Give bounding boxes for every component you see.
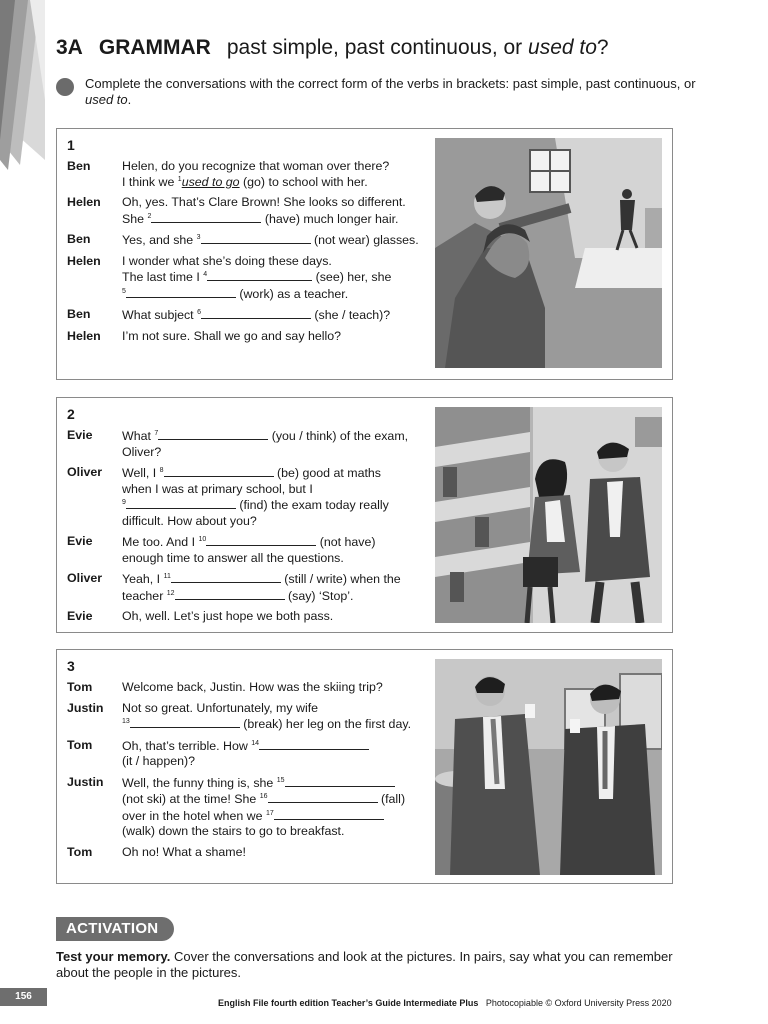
speaker: Ben: [67, 307, 91, 321]
instructions-end: .: [127, 92, 132, 107]
gap-number: 10: [198, 536, 207, 543]
speaker: Evie: [67, 609, 93, 623]
speaker: Evie: [67, 428, 93, 442]
gap-number: 9: [122, 499, 126, 506]
line-text: (see) her, she: [312, 270, 392, 284]
dialogue-line: [67, 159, 427, 190]
speaker: Justin: [67, 774, 104, 789]
line-text: (be) good at maths: [273, 466, 381, 480]
line-text: Welcome back, Justin. How was the skiing trip?: [122, 680, 383, 694]
exercise-number: 2: [67, 406, 75, 422]
page-title: [56, 36, 609, 60]
line-text: (still / write) when the: [280, 572, 401, 586]
gap-number: 8: [159, 467, 164, 474]
answer-blank[interactable]: [268, 791, 378, 803]
instructions-em: used to: [85, 92, 128, 107]
illustration-evie-oliver: [435, 407, 662, 623]
speaker: Ben: [67, 159, 91, 173]
activation-label: ACTIVATION: [56, 917, 174, 941]
dialogue-line: [67, 534, 427, 566]
speaker: Ben: [67, 232, 91, 246]
answer-blank[interactable]: [207, 269, 312, 281]
gap-number: 12: [166, 589, 175, 597]
exercise-number: 3: [67, 658, 75, 674]
corner-fan-decoration: [0, 0, 60, 175]
dialogue-line: [67, 845, 427, 861]
line-text: (not have): [316, 535, 376, 549]
answer-blank[interactable]: [259, 738, 369, 750]
gap-number: 13: [122, 718, 130, 725]
speaker: Oliver: [67, 465, 103, 479]
line-text: Well, I: [122, 466, 160, 480]
answer-blank[interactable]: [164, 465, 274, 477]
exercise-number: 1: [67, 137, 75, 153]
gap-number: 11: [163, 573, 171, 580]
footer-book: English File fourth edition Teacher’s Guide Intermediate Plus: [218, 998, 479, 1008]
line-text: (walk) down the stairs to go to breakfast.: [122, 824, 345, 838]
line-text: (it / happen)?: [122, 754, 196, 768]
line-text: Oh, that’s terrible. How: [122, 738, 252, 753]
line-text: I think we: [122, 174, 178, 189]
dialogue-line: [67, 701, 427, 733]
gap-number: 7: [154, 430, 159, 437]
speaker: Tom: [67, 737, 93, 752]
topic-text: past simple, past continuous, or: [226, 36, 529, 59]
line-text: (fall): [377, 792, 406, 806]
answer-blank[interactable]: [201, 307, 311, 319]
line-text: (have) much longer hair.: [261, 211, 399, 226]
answer-blank[interactable]: [285, 775, 395, 787]
line-text: (find) the exam today really: [235, 498, 389, 512]
line-text: (she / teach)?: [310, 308, 391, 322]
line-text: Oliver?: [122, 444, 162, 459]
line-text: (break) her leg on the first day.: [239, 717, 412, 731]
gap-number: 15: [276, 776, 285, 784]
footer: [218, 998, 672, 1008]
speaker: Oliver: [67, 571, 103, 585]
example-answer: used to go: [181, 174, 240, 189]
line-text: (not wear) glasses.: [310, 233, 419, 247]
answer-blank[interactable]: [130, 716, 240, 728]
dialogue-line: [67, 571, 427, 604]
topic-end: ?: [596, 36, 609, 59]
answer-blank[interactable]: [126, 497, 236, 509]
gap-number: 4: [203, 271, 208, 278]
speaker: Evie: [67, 534, 93, 548]
instructions: [85, 76, 705, 108]
activation-text: [56, 949, 686, 981]
speaker: Tom: [67, 844, 93, 859]
gap-number: 14: [251, 739, 260, 747]
dialogue-line: [67, 775, 427, 840]
line-text: She: [122, 211, 148, 226]
section-name: GRAMMAR: [98, 36, 211, 59]
answer-blank[interactable]: [158, 428, 268, 440]
dialogue-line: [67, 329, 427, 345]
gap-number: 16: [259, 793, 268, 800]
answer-blank[interactable]: [201, 232, 311, 244]
exercise-3-box: [56, 649, 673, 884]
answer-blank[interactable]: [126, 286, 236, 298]
line-text: Well, the funny thing is, she: [122, 775, 277, 790]
exercise-2-box: [56, 397, 673, 633]
line-text: Me too. And I: [122, 535, 199, 549]
line-text: enough time to answer all the questions.: [122, 550, 344, 565]
answer-blank[interactable]: [151, 211, 261, 223]
line-text: Not so great. Unfortunately, my wife: [122, 700, 319, 715]
gap-number: 17: [265, 809, 274, 817]
dialogue-line: [67, 680, 427, 696]
gap-number: 1: [177, 175, 182, 183]
line-text: over in the hotel when we: [122, 808, 266, 823]
line-text: The last time I: [122, 270, 204, 284]
answer-blank[interactable]: [206, 534, 316, 546]
speaker: Tom: [67, 680, 93, 694]
dialogue-line: [67, 307, 427, 324]
speaker: Justin: [67, 700, 104, 715]
dialogue: [67, 159, 427, 349]
unit-code: 3A: [56, 36, 83, 59]
activation-body: Cover the conversations and look at the pictures. In pairs, say what you can remember about the people in the pictures.: [56, 949, 673, 980]
speaker: Helen: [67, 253, 101, 268]
dialogue-line: [67, 195, 427, 227]
answer-blank[interactable]: [175, 588, 285, 600]
line-text: teacher: [122, 588, 167, 603]
line-text: What: [122, 429, 155, 443]
line-text: I’m not sure. Shall we go and say hello?: [122, 328, 342, 343]
line-text: difficult. How about you?: [122, 513, 257, 528]
line-text: when I was at primary school, but I: [122, 481, 313, 496]
line-text: Helen, do you recognize that woman over there?: [122, 159, 390, 173]
line-text: (not ski) at the time! She: [122, 792, 260, 806]
instruction-bullet-icon: [56, 78, 74, 96]
gap-number: 5: [122, 287, 126, 295]
line-text: (you / think) of the exam,: [268, 429, 409, 443]
gap-number: 6: [197, 309, 201, 316]
line-text: (say) ‘Stop’.: [284, 588, 354, 603]
gap-number: 3: [196, 234, 201, 241]
dialogue-line: [67, 738, 427, 770]
line-text: (go) to school with her.: [239, 174, 368, 189]
line-text: Yeah, I: [122, 572, 164, 586]
page-number: 156: [0, 988, 47, 1006]
footer-copyright: Photocopiable © Oxford University Press 2020: [485, 998, 672, 1008]
answer-blank[interactable]: [274, 808, 384, 820]
line-text: Yes, and she: [122, 233, 197, 247]
dialogue-line: [67, 232, 427, 249]
line-text: (work) as a teacher.: [235, 286, 349, 301]
line-text: I wonder what she’s doing these days.: [122, 253, 332, 268]
dialogue-line: [67, 254, 427, 303]
dialogue: [67, 428, 427, 630]
answer-blank[interactable]: [171, 571, 281, 583]
gap-number: 2: [147, 212, 152, 220]
speaker: Helen: [67, 328, 101, 343]
illustration-ben-helen: [435, 138, 662, 368]
dialogue-line: [67, 609, 427, 625]
topic-em: used to: [528, 36, 597, 59]
activation-bold: Test your memory.: [56, 949, 171, 964]
instructions-text: Complete the conversations with the correct form of the verbs in brackets: past simple, past continuous, or: [85, 76, 696, 91]
illustration-tom-justin: [435, 659, 662, 875]
speaker: Helen: [67, 195, 101, 209]
dialogue-line: [67, 465, 427, 529]
exercise-1-box: [56, 128, 673, 380]
line-text: What subject: [122, 308, 198, 322]
line-text: Oh, yes. That’s Clare Brown! She looks so different.: [122, 195, 406, 209]
dialogue-line: [67, 428, 427, 460]
dialogue: [67, 680, 427, 865]
line-text: Oh, well. Let’s just hope we both pass.: [122, 609, 334, 623]
line-text: Oh no! What a shame!: [122, 844, 246, 859]
